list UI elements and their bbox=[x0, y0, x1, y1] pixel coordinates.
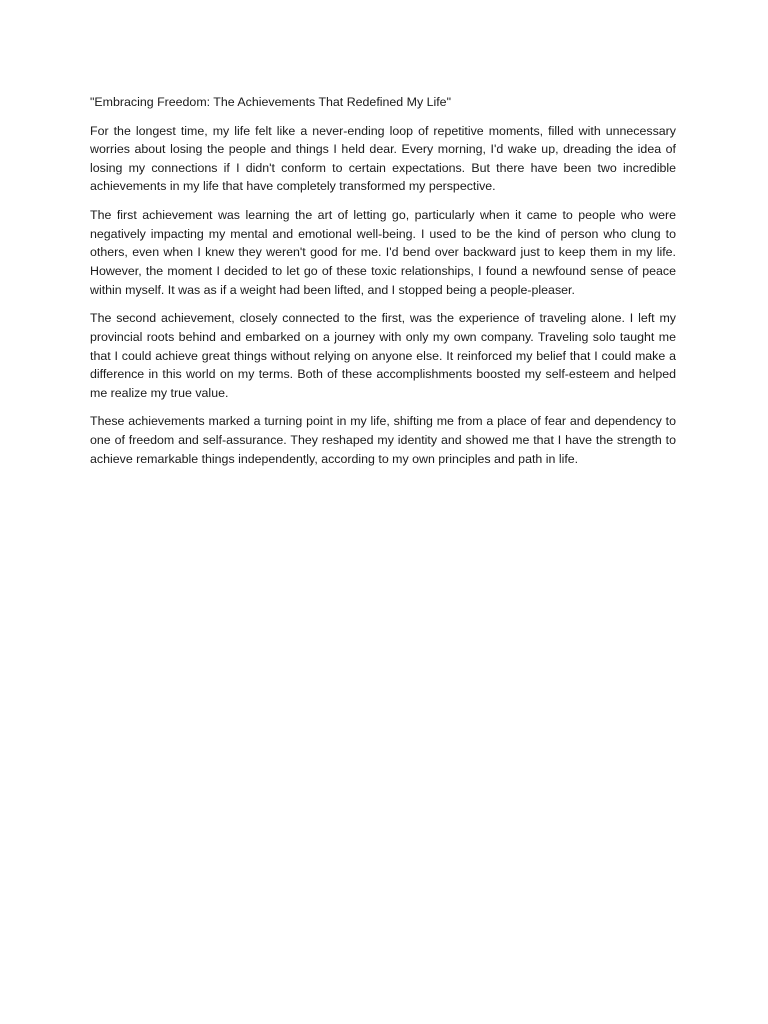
paragraph-conclusion: These achievements marked a turning point in my life, shifting me from a place of fear and dependency to one of freedom and self-assurance. They reshaped my identity and showed me that I have the strength to achieve remarkable things independently, according to my own principles and path in life. bbox=[90, 414, 676, 466]
paragraph-second-achievement: The second achievement, closely connected to the first, was the experience of traveling alone. I left my provincial roots behind and embarked on a journey with only my own company. Traveling solo taught me that I could achieve great things without relying on anyone else. It reinforced my belief that I could make a difference in this world on my terms. Both of these accomplishments boosted my self-esteem and helped me realize my true value. bbox=[90, 311, 676, 400]
paragraph-first-achievement: The first achievement was learning the art of letting go, particularly when it came to people who were negatively impacting my mental and emotional well-being. I used to be the kind of person who clung to others, even when I knew they weren't good for me. I'd bend over backward just to keep them in my life. However, the moment I decided to let go of these toxic relationships, I found a newfound sense of peace within myself. It was as if a weight had been lifted, and I stopped being a people-pleaser. bbox=[90, 208, 676, 297]
document-body bbox=[90, 93, 676, 478]
paragraph-intro: For the longest time, my life felt like a never-ending loop of repetitive moments, filled with unnecessary worries about losing the people and things I held dear. Every morning, I'd wake up, dreading the idea of losing my connections if I didn't conform to certain expectations. But there have been two incredible achievements in my life that have completely transformed my perspective. bbox=[90, 123, 676, 194]
document-title: "Embracing Freedom: The Achievements That Redefined My Life" bbox=[90, 95, 451, 109]
